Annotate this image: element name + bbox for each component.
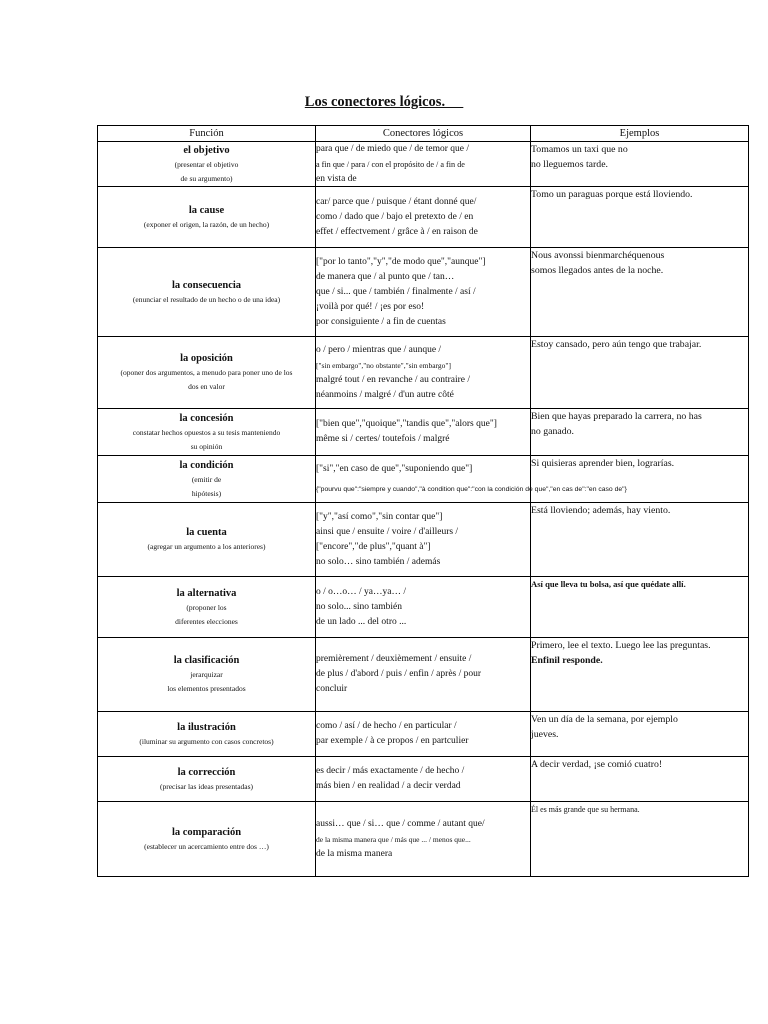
function-description: (exponer el origen, la razón, de un hecho) <box>143 219 270 229</box>
function-cell <box>98 712 316 757</box>
connectors-cell <box>316 409 531 456</box>
function-name: el objetivo <box>183 144 230 156</box>
table-row <box>98 712 749 757</box>
table-row <box>98 456 749 503</box>
function-description: (agregar un argumento a los anteriores) <box>147 542 266 551</box>
function-cell <box>98 248 316 337</box>
table-row <box>98 409 749 456</box>
connectors-cell <box>316 142 531 187</box>
connector-line: como / así / de hecho / en particular / <box>316 721 457 731</box>
connector-line: aussi… que / si… que / comme / autant que/ <box>316 818 485 829</box>
function-description: los elementos presentados <box>167 684 246 693</box>
function-name: la alternativa <box>176 587 237 599</box>
example-line: Nous avonssi bienmarchéquenous <box>531 250 665 261</box>
function-cell <box>98 503 316 577</box>
connector-line: concluir <box>316 684 348 694</box>
connectors-cell <box>316 577 531 638</box>
connector-line: o / o…o… / ya…ya… / <box>316 586 406 597</box>
example-cell <box>531 577 749 638</box>
function-cell <box>98 142 316 187</box>
connector-line: malgré tout / en revanche / au contraire / <box>316 374 471 385</box>
connector-line: más bien / en realidad / a decir verdad <box>316 781 461 791</box>
connector-line: ["y","así como","sin contar que"] <box>316 511 443 522</box>
connector-line: même si / certes/ toutefois / malgré <box>316 434 450 444</box>
connector-line: a fin que / para / con el propósito de / a fin de <box>316 159 465 169</box>
example-line: A decir verdad, ¡se comió cuatro! <box>531 759 663 770</box>
example-cell <box>531 142 749 187</box>
function-description: (emitir de <box>191 474 222 484</box>
header-funcion: Función <box>98 126 316 142</box>
connector-overflow-line: {"pourvu que":"siempre y cuando","à condition que":"con la condición de que","en cas de":"en caso de"} <box>316 486 627 493</box>
example-line: Tomo un paraguas porque está lloviendo. <box>531 189 693 200</box>
table-row <box>98 577 749 638</box>
function-cell <box>98 456 316 503</box>
function-description: (iluminar su argumento con casos concretos) <box>139 736 274 746</box>
function-cell <box>98 638 316 712</box>
connector-line: o / pero / mientras que / aunque / <box>316 344 442 355</box>
example-line: Estoy cansado, pero aún tengo que trabajar. <box>531 339 702 350</box>
function-name: la cause <box>188 204 225 216</box>
example-line: no ganado. <box>531 426 574 437</box>
table-row <box>98 337 749 409</box>
function-description: su opinión <box>190 441 223 451</box>
example-cell <box>531 409 749 456</box>
function-description: de su argumento) <box>180 173 233 183</box>
example-line: Está lloviendo; además, hay viento. <box>531 505 671 516</box>
example-line: somos llegados antes de la noche. <box>531 265 664 276</box>
connector-line: de la misma manera que / más que ... / menos que... <box>316 834 471 844</box>
connectors-cell <box>316 802 531 877</box>
connector-line: de manera que / al punto que / tan… <box>316 271 455 282</box>
function-description: diferentes elecciones <box>175 616 238 626</box>
connector-line: premièrement / deuxièmement / ensuite / <box>316 654 472 664</box>
connector-line: ainsi que / ensuite / voire / d'ailleurs / <box>316 526 459 537</box>
function-name: la oposición <box>180 353 233 364</box>
function-name: la consecuencia <box>171 279 242 291</box>
connectors-cell <box>316 248 531 337</box>
example-line: no lleguemos tarde. <box>531 159 608 170</box>
connector-line: no solo... sino también <box>316 601 403 612</box>
function-cell <box>98 577 316 638</box>
function-description: (establecer un acercamiento entre dos …) <box>144 841 269 851</box>
example-cell <box>531 757 749 802</box>
example-cell <box>531 187 749 248</box>
connector-line: ["encore","de plus","quant à"] <box>316 541 431 552</box>
function-description: (precisar las ideas presentadas) <box>159 781 254 791</box>
function-description: hipótesis) <box>191 488 222 498</box>
function-name: la condición <box>179 459 234 471</box>
connectors-cell <box>316 712 531 757</box>
example-line: jueves. <box>531 729 559 740</box>
connector-line: de un lado ... del otro ... <box>316 616 407 627</box>
example-line: Él es más grande que su hermana. <box>531 805 640 814</box>
example-line: Tomamos un taxi que no <box>531 144 628 155</box>
function-name: la ilustración <box>177 721 236 733</box>
function-cell <box>98 187 316 248</box>
connector-line: no solo… sino también / además <box>316 556 441 567</box>
connector-line: por consiguiente / a fin de cuentas <box>316 316 446 327</box>
function-description: (enunciar el resultado de un hecho o de una idea) <box>132 294 281 304</box>
example-line: Primero, lee el texto. Luego lee las preguntas. <box>531 640 711 651</box>
connector-line: es decir / más exactamente / de hecho / <box>316 766 465 776</box>
connector-line: de la misma manera <box>316 848 393 859</box>
connector-line: ["si","en caso de que","suponiendo que"] <box>316 464 473 474</box>
connector-line: ["bien que","quoique","tandis que","alors que"] <box>316 419 497 429</box>
connector-line: ["sin embargo","no obstante","sin embargo"] <box>316 360 451 370</box>
example-cell <box>531 337 749 409</box>
example-cell <box>531 712 749 757</box>
connector-line: ["por lo tanto","y","de modo que","aunque"] <box>316 256 486 267</box>
connector-line: en vista de <box>316 173 357 184</box>
example-line: Así que lleva tu bolsa, así que quédate allí. <box>531 579 686 589</box>
function-cell <box>98 337 316 409</box>
function-name: la cuenta <box>186 527 227 538</box>
connector-line: de plus / d'abord / puis / enfin / après / pour <box>316 669 482 679</box>
connector-line: effet / effectvement / grâce à / en raison de <box>316 226 478 237</box>
example-line: Enfinil responde. <box>531 655 603 666</box>
table-row <box>98 802 749 877</box>
table-row <box>98 638 749 712</box>
function-name: la clasificación <box>173 655 240 666</box>
table-row <box>98 503 749 577</box>
function-description: (proponer los <box>186 602 227 612</box>
connector-line: que / si... que / también / finalmente / así / <box>316 286 476 297</box>
example-line: Si quisieras aprender bien, lograrías. <box>531 458 675 469</box>
function-cell <box>98 757 316 802</box>
connectors-table <box>97 125 749 877</box>
table-header-row <box>98 126 749 142</box>
table-row <box>98 142 749 187</box>
connector-line: ¡voilà por qué! / ¡es por eso! <box>316 301 425 312</box>
connector-line: néanmoins / malgré / d'un autre côté <box>316 389 454 400</box>
table-row <box>98 248 749 337</box>
example-cell <box>531 802 749 877</box>
page-title: Los conectores lógicos. <box>304 94 446 110</box>
function-description: dos en valor <box>188 382 225 391</box>
connectors-cell <box>316 638 531 712</box>
connectors-cell <box>316 503 531 577</box>
header-ejemplos: Ejemplos <box>531 126 749 142</box>
table-row <box>98 757 749 802</box>
example-line: Ven un día de la semana, por ejemplo <box>531 714 678 725</box>
function-cell <box>98 409 316 456</box>
connector-line: par exemple / à ce propos / en partculier <box>316 736 469 746</box>
connectors-cell <box>316 757 531 802</box>
connector-line: para que / de miedo que / de temor que / <box>316 143 470 154</box>
connector-line: car/ parce que / puisque / étant donné que/ <box>316 196 477 207</box>
connector-line: como / dado que / bajo el pretexto de / en <box>316 211 474 222</box>
example-cell <box>531 248 749 337</box>
connectors-cell <box>316 187 531 248</box>
function-description: (presentar el objetivo <box>174 159 239 169</box>
table-row <box>98 187 749 248</box>
example-line: Bien que hayas preparado la carrera, no has <box>531 411 702 422</box>
function-name: la comparación <box>171 826 242 838</box>
function-description: (oponer dos argumentos, a menudo para poner uno de los <box>120 368 293 377</box>
function-description: constatar hechos opuestos a su tesis manteniendo <box>132 427 281 437</box>
header-conectores: Conectores lógicos <box>316 126 531 142</box>
function-name: la corrección <box>177 766 236 778</box>
function-name: la concesión <box>179 412 234 424</box>
example-cell <box>531 638 749 712</box>
connectors-cell <box>316 337 531 409</box>
example-cell <box>531 503 749 577</box>
function-cell <box>98 802 316 877</box>
function-description: jerarquizar <box>190 670 223 679</box>
